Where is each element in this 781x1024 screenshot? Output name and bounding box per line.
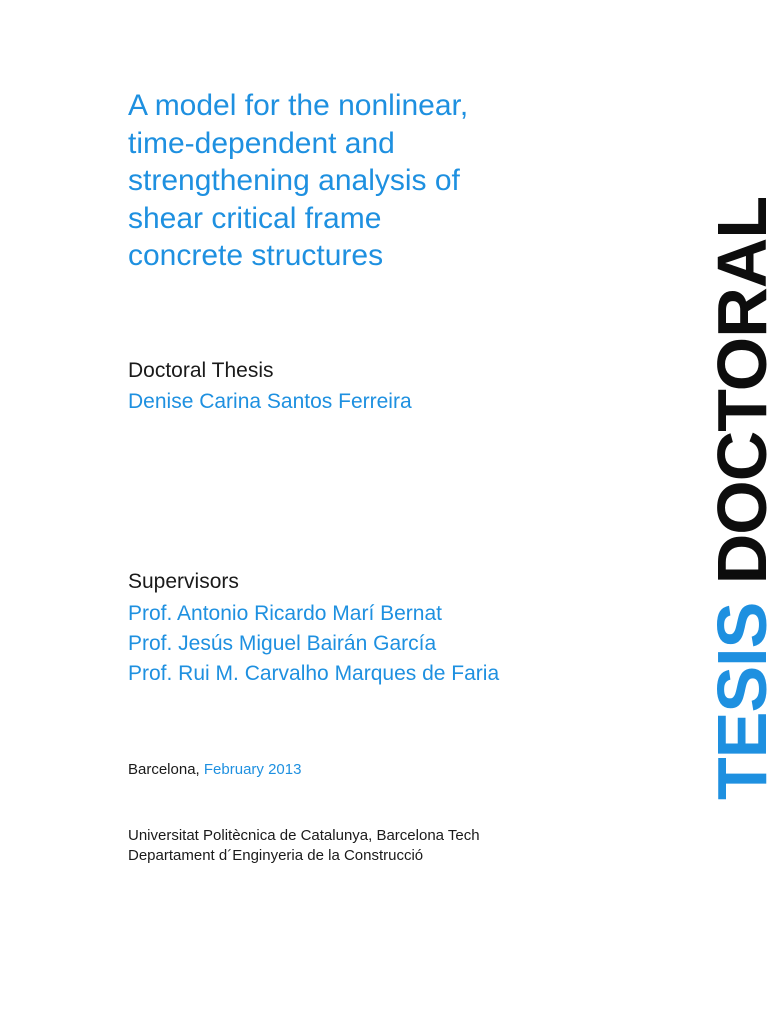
title-line: A model for the nonlinear, — [128, 89, 469, 122]
supervisor-item: Prof. Antonio Ricardo Marí Bernat — [128, 602, 442, 625]
place: Barcelona, — [128, 761, 200, 778]
author-name: Denise Carina Santos Ferreira — [128, 390, 412, 413]
title-line: concrete structures — [128, 239, 384, 272]
title-line: shear critical frame — [128, 201, 382, 235]
document-type: Doctoral Thesis — [128, 359, 274, 382]
department-name: Departament d´Enginyeria de la Construcció — [128, 847, 424, 864]
title-line: time-dependent and — [128, 126, 395, 160]
date: February 2013 — [203, 761, 302, 778]
title-line: strengthening analysis of — [128, 164, 460, 197]
supervisors-heading: Supervisors — [128, 570, 239, 593]
supervisor-item: Prof. Rui M. Carvalho Marques de Faria — [128, 662, 500, 685]
supervisor-list — [128, 599, 499, 689]
institution — [128, 826, 480, 866]
banner-word-doctoral: DOCTORAL — [703, 196, 781, 585]
university-name: Universitat Politècnica de Catalunya, Barcelona Tech — [128, 827, 480, 844]
supervisor-item: Prof. Jesús Miguel Bairán García — [128, 632, 437, 655]
banner-word-tesis: TESIS — [703, 602, 781, 800]
tesis-doctoral-banner — [703, 196, 781, 800]
place-date — [128, 760, 301, 780]
thesis-title — [128, 87, 568, 275]
